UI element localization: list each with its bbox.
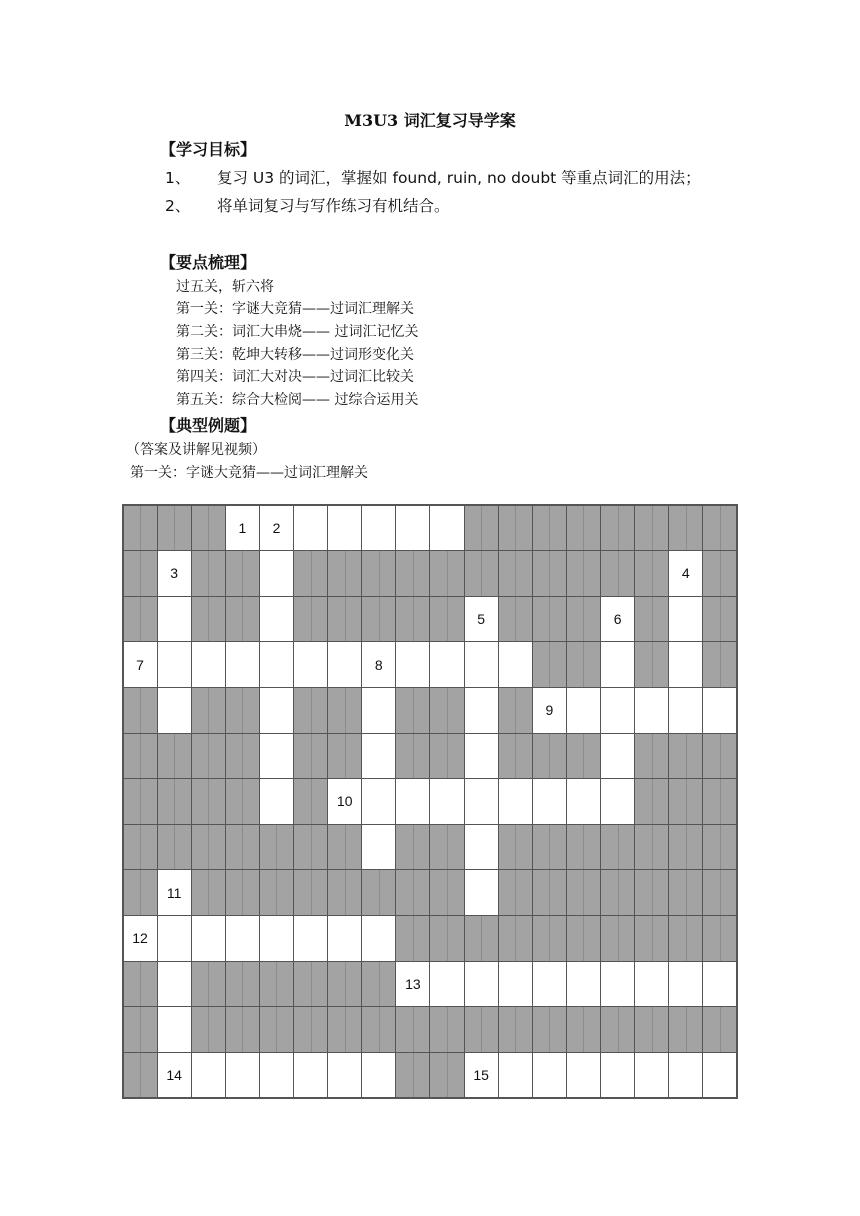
crossword-answer-cell[interactable]: [600, 1052, 635, 1099]
clue-number: 5: [477, 611, 486, 628]
crossword-block-cell: [429, 915, 464, 962]
crossword-answer-cell[interactable]: [566, 778, 601, 825]
crossword-block-cell: [634, 824, 669, 871]
crossword-block-cell: [293, 550, 328, 597]
crossword-answer-cell[interactable]: [566, 961, 601, 1008]
crossword-block-cell: [327, 733, 362, 780]
level-one-title: 第一关：字谜大竞猜——过词汇理解关: [130, 465, 368, 481]
goal-text: 复习 U3 的词汇，掌握如 found, ruin, no doubt 等重点词汇的用法；: [217, 169, 701, 187]
crossword-answer-cell[interactable]: [157, 641, 192, 688]
crossword-block-cell: [566, 550, 601, 597]
crossword-answer-cell[interactable]: [191, 1052, 226, 1099]
crossword-answer-cell[interactable]: [668, 596, 703, 643]
crossword-answer-cell[interactable]: [668, 1052, 703, 1099]
crossword-block-cell: [191, 550, 226, 597]
crossword-answer-cell[interactable]: [668, 687, 703, 734]
crossword-block-cell: [668, 915, 703, 962]
crossword-block-cell: [327, 596, 362, 643]
crossword-answer-cell[interactable]: [259, 778, 294, 825]
crossword-block-cell: [600, 915, 635, 962]
crossword-block-cell: [532, 915, 567, 962]
crossword-block-cell: [293, 687, 328, 734]
crossword-block-cell: [225, 824, 260, 871]
clue-number: 3: [170, 565, 179, 582]
goal-item-1: [165, 166, 701, 188]
crossword-answer-cell[interactable]: [600, 641, 635, 688]
crossword-block-cell: [532, 596, 567, 643]
crossword-block-cell: [395, 550, 430, 597]
crossword-answer-cell[interactable]: [361, 915, 396, 962]
crossword-grid: [122, 504, 738, 1099]
crossword-answer-cell[interactable]: [464, 687, 499, 734]
crossword-block-cell: [429, 1006, 464, 1053]
crossword-answer-cell[interactable]: [702, 961, 737, 1008]
crossword-block-cell: [157, 824, 192, 871]
crossword-block-cell: [293, 961, 328, 1008]
crossword-block-cell: [702, 641, 737, 688]
crossword-answer-cell[interactable]: [259, 687, 294, 734]
crossword-block-cell: [668, 824, 703, 871]
crossword-answer-cell[interactable]: [191, 641, 226, 688]
crossword-block-cell: [123, 1006, 158, 1053]
crossword-answer-cell[interactable]: [532, 778, 567, 825]
crossword-block-cell: [225, 733, 260, 780]
crossword-block-cell: [498, 505, 533, 552]
crossword-block-cell: [532, 505, 567, 552]
crossword-block-cell: [191, 687, 226, 734]
crossword-block-cell: [259, 824, 294, 871]
crossword-block-cell: [361, 550, 396, 597]
crossword-answer-cell[interactable]: [498, 778, 533, 825]
clue-number: 11: [166, 884, 182, 901]
crossword-block-cell: [429, 596, 464, 643]
crossword-block-cell: [191, 869, 226, 916]
crossword-block-cell: [600, 550, 635, 597]
crossword-answer-cell[interactable]: [566, 687, 601, 734]
clue-number: 14: [166, 1067, 182, 1084]
crossword-block-cell: [532, 550, 567, 597]
clue-number: 2: [272, 519, 281, 536]
crossword-block-cell: [464, 505, 499, 552]
crossword-block-cell: [395, 687, 430, 734]
crossword-answer-cell[interactable]: [600, 961, 635, 1008]
crossword-block-cell: [566, 915, 601, 962]
crossword-block-cell: [702, 733, 737, 780]
crossword-answer-cell[interactable]: [157, 915, 192, 962]
crossword-block-cell: [702, 1006, 737, 1053]
crossword-answer-cell[interactable]: [532, 1052, 567, 1099]
crossword-block-cell: [327, 824, 362, 871]
crossword-answer-cell[interactable]: [293, 641, 328, 688]
crossword-block-cell: [429, 550, 464, 597]
crossword-answer-cell[interactable]: [634, 1052, 669, 1099]
crossword-block-cell: [566, 505, 601, 552]
crossword-answer-cell[interactable]: [157, 961, 192, 1008]
goal-item-2: [165, 194, 450, 216]
crossword-block-cell: [498, 1006, 533, 1053]
crossword-block-cell: [293, 733, 328, 780]
crossword-answer-cell[interactable]: [464, 824, 499, 871]
crossword-block-cell: [191, 1006, 226, 1053]
crossword-answer-cell[interactable]: [464, 596, 499, 643]
crossword-block-cell: [429, 687, 464, 734]
crossword-answer-cell[interactable]: [225, 505, 260, 552]
crossword-block-cell: [498, 915, 533, 962]
crossword-block-cell: [532, 641, 567, 688]
crossword-block-cell: [668, 505, 703, 552]
crossword-answer-cell[interactable]: [259, 641, 294, 688]
crossword-block-cell: [191, 596, 226, 643]
crossword-block-cell: [634, 505, 669, 552]
crossword-answer-cell[interactable]: [600, 687, 635, 734]
crossword-block-cell: [191, 505, 226, 552]
crossword-block-cell: [702, 869, 737, 916]
crossword-answer-cell[interactable]: [191, 915, 226, 962]
crossword-answer-cell[interactable]: [498, 961, 533, 1008]
crossword-answer-cell[interactable]: [702, 687, 737, 734]
crossword-block-cell: [327, 1006, 362, 1053]
crossword-block-cell: [157, 778, 192, 825]
points-line: 第四关：词汇大对决——过词汇比较关: [176, 369, 414, 385]
crossword-answer-cell[interactable]: [634, 687, 669, 734]
goal-number: 2、: [165, 197, 191, 215]
crossword-block-cell: [123, 778, 158, 825]
crossword-block-cell: [191, 733, 226, 780]
crossword-block-cell: [293, 778, 328, 825]
crossword-block-cell: [702, 915, 737, 962]
crossword-block-cell: [532, 869, 567, 916]
crossword-block-cell: [327, 687, 362, 734]
crossword-block-cell: [600, 1006, 635, 1053]
crossword-answer-cell[interactable]: [429, 961, 464, 1008]
crossword-block-cell: [702, 824, 737, 871]
crossword-answer-cell[interactable]: [464, 733, 499, 780]
crossword-block-cell: [395, 869, 430, 916]
crossword-block-cell: [600, 824, 635, 871]
crossword-block-cell: [123, 869, 158, 916]
crossword-block-cell: [566, 1006, 601, 1053]
crossword-block-cell: [464, 550, 499, 597]
clue-number: 15: [473, 1067, 489, 1084]
crossword-block-cell: [395, 915, 430, 962]
clue-number: 1: [238, 519, 247, 536]
crossword-answer-cell[interactable]: [361, 778, 396, 825]
crossword-answer-cell[interactable]: [293, 505, 328, 552]
crossword-block-cell: [327, 550, 362, 597]
crossword-answer-cell[interactable]: [157, 869, 192, 916]
crossword-answer-cell[interactable]: [327, 641, 362, 688]
crossword-block-cell: [702, 505, 737, 552]
points-heading: 【要点梳理】: [160, 253, 257, 272]
crossword-answer-cell[interactable]: [464, 869, 499, 916]
crossword-block-cell: [634, 641, 669, 688]
crossword-answer-cell[interactable]: [429, 778, 464, 825]
crossword-block-cell: [498, 733, 533, 780]
crossword-block-cell: [668, 1006, 703, 1053]
crossword-answer-cell[interactable]: [327, 778, 362, 825]
crossword-block-cell: [532, 824, 567, 871]
crossword-answer-cell[interactable]: [464, 641, 499, 688]
crossword-block-cell: [566, 824, 601, 871]
crossword-block-cell: [123, 505, 158, 552]
crossword-answer-cell[interactable]: [259, 733, 294, 780]
crossword-block-cell: [395, 733, 430, 780]
crossword-block-cell: [191, 961, 226, 1008]
points-line: 第三关：乾坤大转移——过词形变化关: [176, 347, 414, 363]
crossword-block-cell: [395, 596, 430, 643]
crossword-answer-cell[interactable]: [293, 1052, 328, 1099]
crossword-block-cell: [157, 733, 192, 780]
crossword-answer-cell[interactable]: [361, 687, 396, 734]
crossword-block-cell: [702, 778, 737, 825]
crossword-block-cell: [361, 961, 396, 1008]
crossword-block-cell: [634, 550, 669, 597]
crossword-answer-cell[interactable]: [259, 505, 294, 552]
crossword-answer-cell[interactable]: [702, 1052, 737, 1099]
crossword-block-cell: [429, 869, 464, 916]
crossword-block-cell: [225, 596, 260, 643]
crossword-answer-cell[interactable]: [464, 961, 499, 1008]
crossword-block-cell: [327, 961, 362, 1008]
crossword-block-cell: [668, 869, 703, 916]
crossword-answer-cell[interactable]: [634, 961, 669, 1008]
crossword-answer-cell[interactable]: [157, 687, 192, 734]
crossword-block-cell: [498, 687, 533, 734]
crossword-block-cell: [668, 733, 703, 780]
crossword-answer-cell[interactable]: [157, 1052, 192, 1099]
crossword-block-cell: [634, 778, 669, 825]
crossword-block-cell: [259, 961, 294, 1008]
crossword-answer-cell[interactable]: [327, 505, 362, 552]
crossword-block-cell: [498, 869, 533, 916]
crossword-block-cell: [498, 596, 533, 643]
crossword-answer-cell[interactable]: [600, 778, 635, 825]
crossword-block-cell: [123, 824, 158, 871]
crossword-block-cell: [191, 824, 226, 871]
crossword-block-cell: [225, 961, 260, 1008]
crossword-block-cell: [123, 733, 158, 780]
crossword-block-cell: [123, 961, 158, 1008]
clue-number: 10: [336, 793, 353, 810]
clue-number: 12: [132, 930, 148, 947]
crossword-answer-cell[interactable]: [157, 1006, 192, 1053]
crossword-block-cell: [225, 687, 260, 734]
crossword-answer-cell[interactable]: [464, 778, 499, 825]
crossword-block-cell: [566, 869, 601, 916]
crossword-answer-cell[interactable]: [225, 915, 260, 962]
crossword-block-cell: [361, 869, 396, 916]
crossword-block-cell: [634, 915, 669, 962]
crossword-block-cell: [566, 733, 601, 780]
crossword-block-cell: [123, 550, 158, 597]
crossword-block-cell: [395, 1006, 430, 1053]
crossword-answer-cell[interactable]: [429, 641, 464, 688]
crossword-block-cell: [123, 687, 158, 734]
crossword-block-cell: [361, 1006, 396, 1053]
crossword-answer-cell[interactable]: [361, 733, 396, 780]
crossword-block-cell: [429, 824, 464, 871]
clue-number: 9: [545, 702, 554, 719]
goals-heading: 【学习目标】: [160, 140, 257, 159]
crossword-block-cell: [361, 596, 396, 643]
crossword-answer-cell[interactable]: [259, 1052, 294, 1099]
crossword-answer-cell[interactable]: [600, 733, 635, 780]
crossword-answer-cell[interactable]: [327, 1052, 362, 1099]
crossword-block-cell: [498, 824, 533, 871]
crossword-block-cell: [225, 1006, 260, 1053]
goal-text: 将单词复习与写作练习有机结合。: [217, 197, 450, 215]
crossword-answer-cell[interactable]: [259, 596, 294, 643]
video-note: （答案及讲解见视频）: [126, 442, 266, 458]
crossword-answer-cell[interactable]: [668, 550, 703, 597]
crossword-answer-cell[interactable]: [395, 961, 430, 1008]
crossword-answer-cell[interactable]: [464, 1052, 499, 1099]
crossword-answer-cell[interactable]: [429, 505, 464, 552]
crossword-answer-cell[interactable]: [123, 641, 158, 688]
crossword-answer-cell[interactable]: [225, 1052, 260, 1099]
crossword-block-cell: [702, 550, 737, 597]
crossword-answer-cell[interactable]: [293, 915, 328, 962]
clue-number: 4: [681, 565, 690, 582]
crossword-answer-cell[interactable]: [498, 641, 533, 688]
crossword-answer-cell[interactable]: [157, 550, 192, 597]
crossword-block-cell: [225, 550, 260, 597]
clue-number: 8: [374, 656, 383, 673]
crossword-answer-cell[interactable]: [361, 824, 396, 871]
crossword-answer-cell[interactable]: [123, 915, 158, 962]
crossword-block-cell: [429, 733, 464, 780]
crossword-answer-cell[interactable]: [395, 641, 430, 688]
examples-heading: 【典型例题】: [160, 416, 257, 435]
points-line: 第二关：词汇大串烧—— 过词汇记忆关: [176, 324, 419, 340]
crossword-block-cell: [566, 641, 601, 688]
crossword-answer-cell[interactable]: [361, 505, 396, 552]
crossword-answer-cell[interactable]: [327, 915, 362, 962]
crossword-block-cell: [634, 733, 669, 780]
crossword-block-cell: [293, 596, 328, 643]
crossword-block-cell: [293, 1006, 328, 1053]
crossword-block-cell: [157, 505, 192, 552]
crossword-answer-cell[interactable]: [259, 915, 294, 962]
crossword-block-cell: [429, 1052, 464, 1099]
crossword-block-cell: [191, 778, 226, 825]
crossword-answer-cell[interactable]: [668, 641, 703, 688]
crossword-answer-cell[interactable]: [498, 1052, 533, 1099]
crossword-block-cell: [634, 596, 669, 643]
crossword-block-cell: [395, 1052, 430, 1099]
points-line: 第五关：综合大检阅—— 过综合运用关: [176, 392, 419, 408]
crossword-block-cell: [327, 869, 362, 916]
crossword-block-cell: [634, 869, 669, 916]
crossword-answer-cell[interactable]: [668, 961, 703, 1008]
clue-number: 7: [136, 656, 144, 673]
crossword-block-cell: [566, 596, 601, 643]
crossword-block-cell: [123, 596, 158, 643]
crossword-block-cell: [464, 915, 499, 962]
clue-number: 13: [405, 975, 421, 992]
crossword-answer-cell[interactable]: [395, 778, 430, 825]
crossword-block-cell: [293, 824, 328, 871]
crossword-answer-cell[interactable]: [395, 505, 430, 552]
crossword-block-cell: [464, 1006, 499, 1053]
crossword-block-cell: [259, 1006, 294, 1053]
page-title: M3U3 词汇复习导学案: [344, 111, 516, 130]
crossword-answer-cell[interactable]: [259, 550, 294, 597]
crossword-answer-cell[interactable]: [361, 641, 396, 688]
crossword-block-cell: [123, 1052, 158, 1099]
crossword-answer-cell[interactable]: [600, 596, 635, 643]
crossword-block-cell: [600, 505, 635, 552]
crossword-block-cell: [702, 596, 737, 643]
crossword-block-cell: [259, 869, 294, 916]
crossword-answer-cell[interactable]: [532, 687, 567, 734]
crossword-block-cell: [634, 1006, 669, 1053]
crossword-block-cell: [395, 824, 430, 871]
crossword-block-cell: [532, 1006, 567, 1053]
crossword-answer-cell[interactable]: [225, 641, 260, 688]
crossword-block-cell: [532, 733, 567, 780]
crossword-block-cell: [498, 550, 533, 597]
crossword-answer-cell[interactable]: [566, 1052, 601, 1099]
crossword-block-cell: [600, 869, 635, 916]
crossword-block-cell: [668, 778, 703, 825]
crossword-answer-cell[interactable]: [532, 961, 567, 1008]
points-line: 第一关：字谜大竞猜——过词汇理解关: [176, 301, 414, 317]
goal-number: 1、: [165, 169, 191, 187]
crossword-answer-cell[interactable]: [361, 1052, 396, 1099]
crossword-block-cell: [293, 869, 328, 916]
clue-number: 6: [613, 611, 622, 628]
crossword-block-cell: [225, 869, 260, 916]
crossword-block-cell: [225, 778, 260, 825]
crossword-answer-cell[interactable]: [157, 596, 192, 643]
points-line: 过五关，斩六将: [176, 279, 274, 295]
